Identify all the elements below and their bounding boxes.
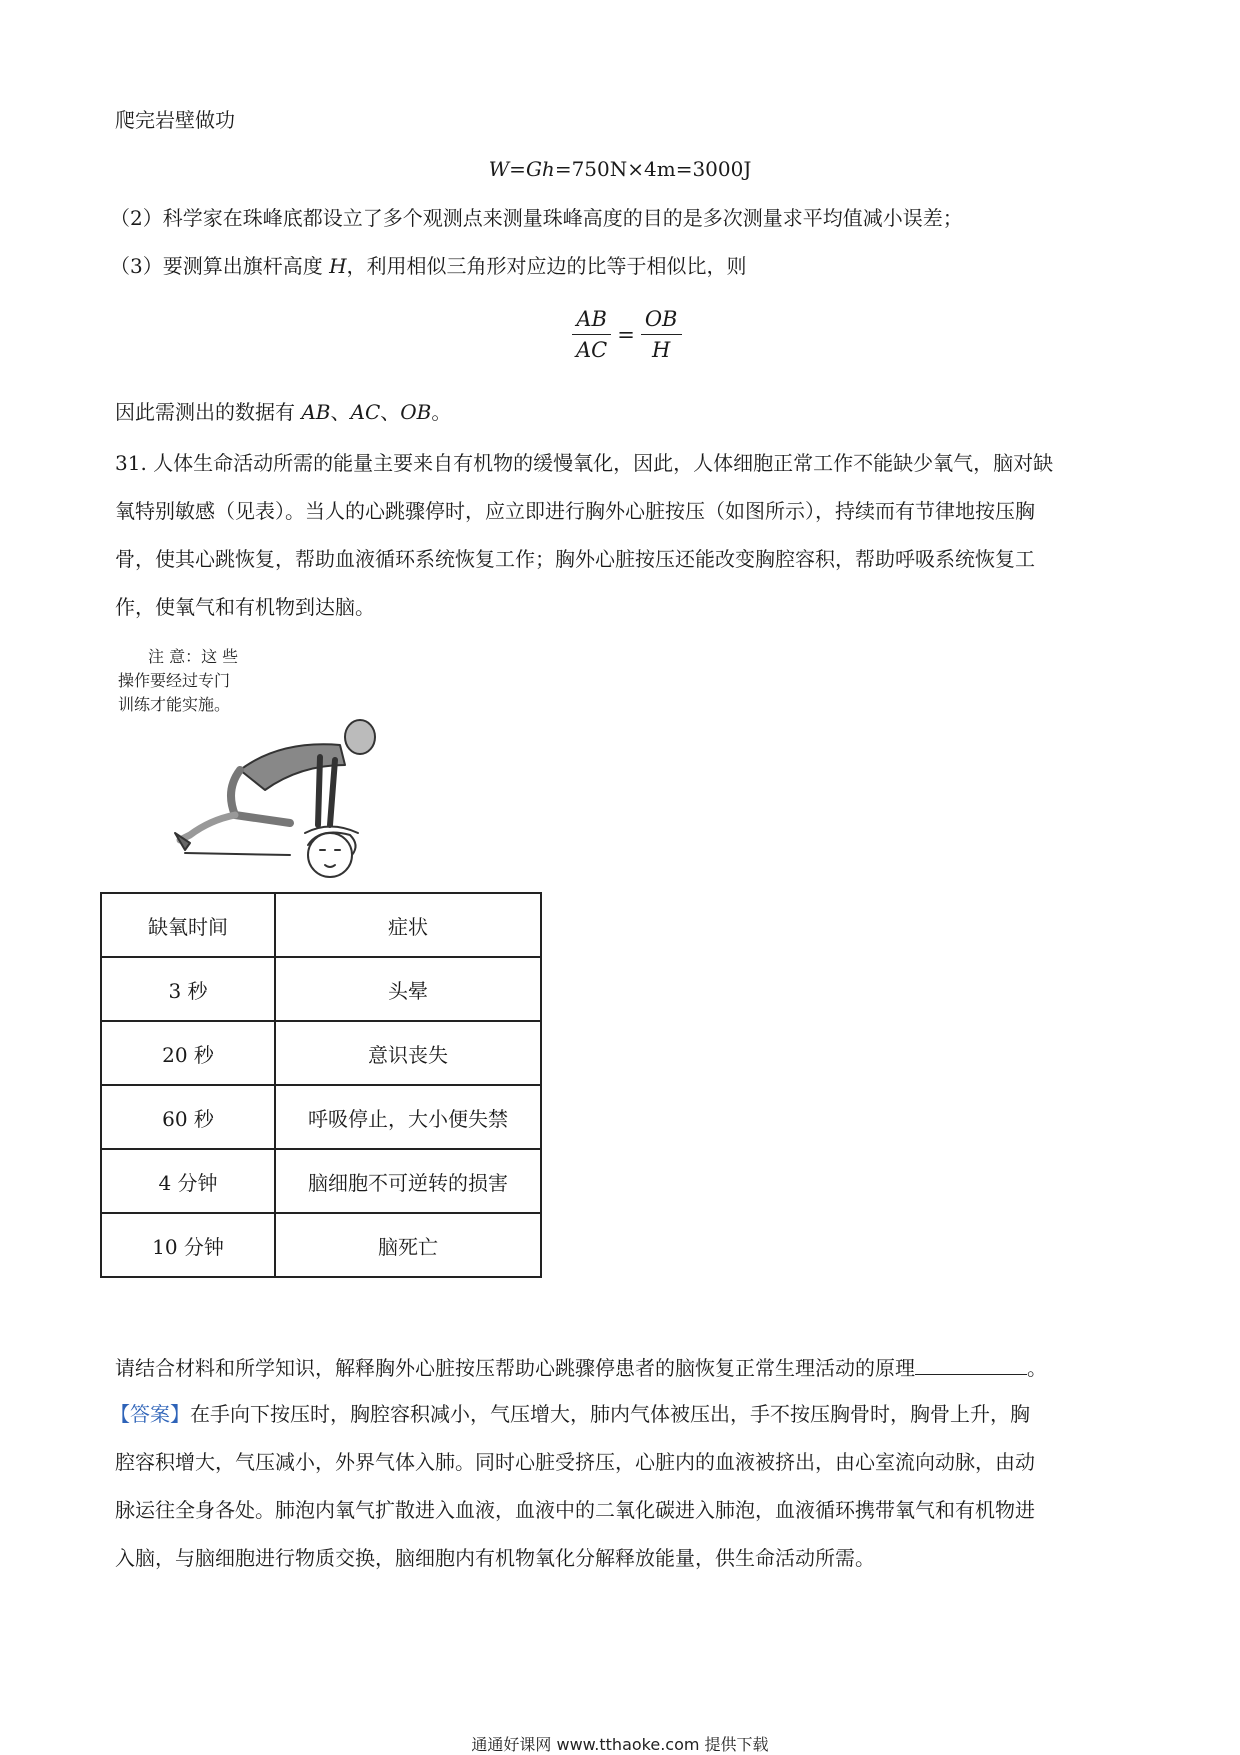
sep-2: 、: [380, 400, 401, 424]
conclusion: [115, 398, 451, 426]
conclusion-end: 。: [431, 400, 452, 424]
note-line-3: 训练才能实施。: [118, 695, 231, 714]
frac-den-left: AC: [576, 338, 608, 362]
cpr-illustration: [170, 715, 410, 885]
answer-line-4: 入脑，与脑细胞进行物质交换，脑细胞内有机物氧化分解释放能量，供生命活动所需。: [115, 1546, 875, 1570]
note-line-1: 注 意：这 些: [148, 647, 239, 666]
frac-equals: =: [617, 322, 635, 347]
formula-eq: =: [509, 157, 526, 181]
frac-den-right: H: [652, 338, 671, 362]
cell-time: 10 分钟: [101, 1213, 275, 1277]
cell-time: 3 秒: [101, 957, 275, 1021]
cell-time: 60 秒: [101, 1085, 275, 1149]
table-row: [101, 1021, 541, 1085]
table-row: [101, 957, 541, 1021]
question-prompt: [115, 1352, 1047, 1382]
q31-line-2: 氧特别敏感（见表）。当人的心跳骤停时，应立即进行胸外心脏按压（如图所示），持续而有节律地按压胸: [115, 499, 1035, 523]
cell-time: 4 分钟: [101, 1149, 275, 1213]
ratio-equation: [572, 304, 682, 365]
answer-line-3: 脉运往全身各处。肺泡内氧气扩散进入血液，血液中的二氧化碳进入肺泡，血液循环携带氧气和有机物进: [115, 1498, 1035, 1522]
cell-time: 20 秒: [101, 1021, 275, 1085]
table-row: [101, 1085, 541, 1149]
table-row: [101, 1149, 541, 1213]
cell-symptom: 头晕: [275, 957, 541, 1021]
question-text: 请结合材料和所学知识，解释胸外心脏按压帮助心跳骤停患者的脑恢复正常生理活动的原理: [115, 1356, 915, 1380]
frac-num-right: OB: [641, 304, 682, 335]
answer-blank: [915, 1352, 1027, 1375]
question-2: （2）科学家在珠峰底都设立了多个观测点来测量珠峰高度的目的是多次测量求平均值减小误差；: [110, 206, 963, 230]
answer-line-2: 腔容积增大，气压减小，外界气体入肺。同时心脏受挤压，心脏内的血液被挤出，由心室流向动脉，由动: [115, 1450, 1035, 1474]
q31-line-1: 31. 人体生命活动所需的能量主要来自有机物的缓慢氧化，因此，人体细胞正常工作不能缺少氧气，脑对缺: [115, 451, 1054, 475]
footer: 通通好课网 www.tthaoke.com 提供下载: [471, 1735, 769, 1754]
h-var: h: [541, 157, 555, 181]
frac-num-left: AB: [572, 304, 611, 335]
q31-line-4: 作，使氧气和有机物到达脑。: [115, 595, 375, 619]
answer-text: 在手向下按压时，胸腔容积减小，气压增大，肺内气体被压出，手不按压胸骨时，胸骨上升，胸: [190, 1402, 1030, 1426]
table-row: [101, 1213, 541, 1277]
var-ac: AC: [350, 400, 381, 424]
table-header-row: [101, 893, 541, 957]
work-formula: [0, 155, 1240, 183]
answer-label: 【答案】: [110, 1402, 190, 1426]
q3-pre: （3）要测算出旗杆高度: [110, 254, 330, 278]
conclusion-pre: 因此需测出的数据有: [115, 400, 302, 424]
cell-symptom: 脑死亡: [275, 1213, 541, 1277]
note-line-2: 操作要经过专门: [118, 671, 231, 690]
header-time: 缺氧时间: [101, 893, 275, 957]
cell-symptom: 呼吸停止，大小便失禁: [275, 1085, 541, 1149]
q3-var: H: [329, 254, 347, 278]
cell-symptom: 意识丧失: [275, 1021, 541, 1085]
work-var: W: [488, 157, 510, 181]
q31-line-3: 骨，使其心跳恢复，帮助血液循环系统恢复工作；胸外心脏按压还能改变胸腔容积，帮助呼吸系统恢复工: [115, 547, 1035, 571]
answer-line-1: [110, 1400, 1030, 1428]
question-3: [110, 252, 747, 280]
oxygen-deprivation-table: [100, 892, 542, 1278]
header-symptom: 症状: [275, 893, 541, 957]
sep-1: 、: [330, 400, 351, 424]
formula-rest: =750N×4m=3000J: [554, 157, 752, 181]
var-ab: AB: [301, 400, 331, 424]
q3-post: ，利用相似三角形对应边的比等于相似比，则: [346, 254, 747, 278]
figure-note: [118, 645, 238, 717]
calc-intro: 爬完岩壁做功: [115, 108, 235, 132]
question-end: 。: [1027, 1356, 1047, 1380]
var-ob: OB: [400, 400, 432, 424]
g-var: G: [525, 157, 542, 181]
cell-symptom: 脑细胞不可逆转的损害: [275, 1149, 541, 1213]
